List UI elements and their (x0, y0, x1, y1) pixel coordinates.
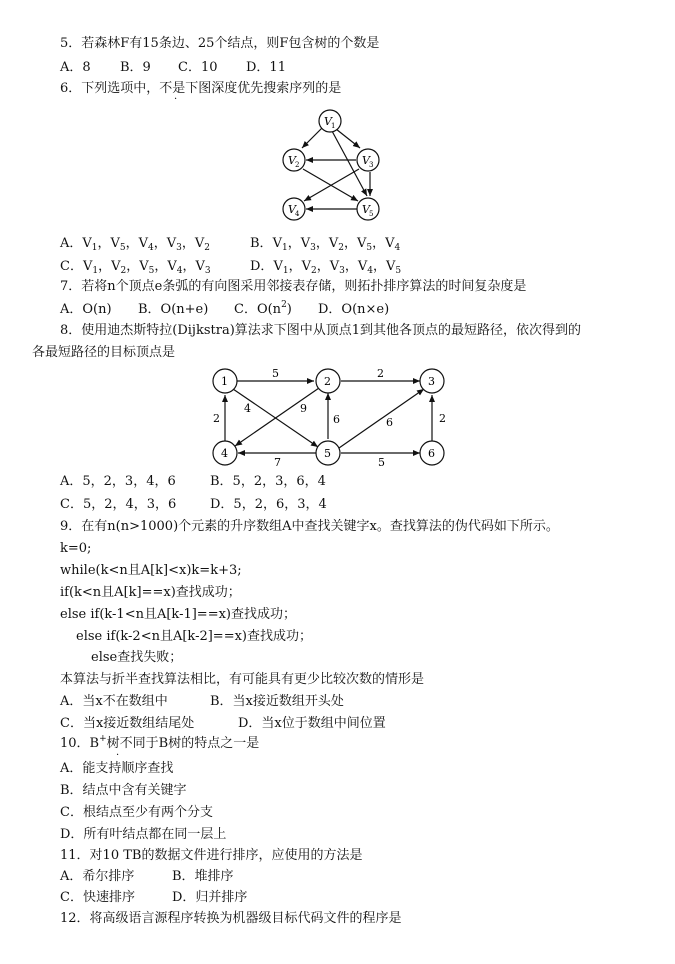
q8-weight-2-3: 2 (377, 367, 384, 380)
svg-text:5: 5 (324, 447, 331, 460)
svg-text:2: 2 (295, 161, 300, 169)
q10-emphasis-dot: · (116, 750, 120, 761)
svg-text:6: 6 (428, 447, 435, 460)
svg-text:1: 1 (331, 122, 336, 130)
q8-stem-line2: 各最短路径的目标顶点是 (32, 345, 176, 360)
q8-node-6 (420, 441, 444, 465)
q8-weight-5-4: 7 (274, 456, 281, 469)
q9-question: 本算法与折半查找算法相比，有可能具有更少比较次数的情形是 (60, 672, 425, 687)
q8-option-d: D．5，2，6，3，4 (210, 497, 327, 512)
q8-weight-1-2: 5 (272, 367, 279, 380)
svg-text:3: 3 (369, 161, 374, 169)
q5-option-c: C．10 (178, 60, 218, 75)
q8-graph (200, 364, 460, 470)
q6-graph (270, 108, 400, 226)
q5-option-d: D．11 (246, 60, 286, 75)
q8-node-2 (316, 369, 340, 393)
q8-stem-line1: 8．使用迪杰斯特拉(Dijkstra)算法求下图中从顶点1到其他各顶点的最短路径，依次得到的 (60, 323, 582, 338)
q11-option-d: D．归并排序 (172, 890, 248, 905)
q6-stem: 6．下列选项中，不是下图深度优先搜索序列的是 (60, 81, 342, 96)
q6-node-v2 (283, 149, 305, 171)
q6-emphasis-dot: · (174, 94, 178, 105)
svg-text:4: 4 (295, 210, 300, 218)
q9-option-c: C．当x接近数组结尾处 (60, 716, 195, 731)
q6-edge-v1-v2 (302, 128, 322, 148)
q6-node-v1 (319, 110, 341, 132)
svg-text:V: V (362, 154, 370, 167)
q7-option-c: C．$O(n^2)$ (234, 300, 292, 317)
q5-option-b: B．9 (120, 60, 151, 75)
q8-weight-5-3: 6 (386, 416, 393, 429)
svg-text:V: V (288, 154, 296, 167)
q11-stem: 11．对10 TB的数据文件进行排序，应使用的方法是 (60, 848, 363, 863)
q9-option-a: A．当x不在数组中 (60, 694, 168, 709)
q6-option-b: B．$V_1$，$V_3$，$V_2$，$V_5$，$V_4$ (250, 236, 401, 253)
q7-option-d: D．O(n×e) (318, 302, 390, 317)
q6-node-v3 (357, 149, 379, 171)
q10-option-d: D．所有叶结点都在同一层上 (60, 827, 227, 842)
svg-text:5: 5 (369, 210, 374, 218)
q8-weight-4-1: 2 (213, 412, 220, 425)
q11-option-b: B．堆排序 (172, 869, 234, 884)
q9-option-d: D．当x位于数组中间位置 (238, 716, 386, 731)
q8-weight-2-4: 9 (300, 402, 307, 415)
q9-code-line-5: else if(k-2<n且A[k-2]==x)查找成功； (76, 629, 312, 644)
q9-code-line-2: while(k<n且A[k]<x)k=k+3; (60, 563, 242, 578)
svg-text:1: 1 (221, 375, 228, 388)
q6-option-d: D．$V_1$，$V_2$，$V_3$，$V_4$，$V_5$ (250, 259, 402, 276)
q6-option-c: C．$V_1$，$V_2$，$V_5$，$V_4$，$V_3$ (60, 259, 211, 276)
q8-node-4 (213, 441, 237, 465)
q10-option-b: B．结点中含有关键字 (60, 783, 187, 798)
q11-option-c: C．快速排序 (60, 890, 135, 905)
q8-weight-5-6: 5 (378, 456, 385, 469)
q8-node-5 (316, 441, 340, 465)
q11-option-a: A．希尔排序 (60, 869, 135, 884)
q7-option-a: A．O(n) (60, 302, 112, 317)
q9-code-line-3: if(k<n且A[k]==x)查找成功； (60, 585, 241, 600)
q9-code-line-4: else if(k-1<n且A[k-1]==x)查找成功； (60, 607, 296, 622)
q9-code-line-1: k=0; (60, 541, 92, 556)
q5-stem: 5．若森林F有15条边、25个结点，则F包含树的个数是 (60, 36, 380, 51)
q8-option-c: C．5，2，4，3，6 (60, 497, 177, 512)
q10-stem: 10．B+树不同于B树的特点之一是 (60, 734, 260, 751)
svg-text:2: 2 (324, 375, 331, 388)
q9-option-b: B．当x接近数组开头处 (210, 694, 344, 709)
q7-option-b: B．O(n+e) (138, 302, 209, 317)
q9-code-line-6: else查找失败； (91, 650, 183, 665)
q8-weight-1-5: 4 (244, 402, 251, 415)
q8-weight-6-3: 2 (439, 412, 446, 425)
q8-node-3 (420, 369, 444, 393)
q10-option-c: C．根结点至少有两个分支 (60, 805, 213, 820)
q7-stem: 7．若将n个顶点e条弧的有向图采用邻接表存储，则拓扑排序算法的时间复杂度是 (60, 279, 527, 294)
q8-option-a: A．5，2，3，4，6 (60, 474, 176, 489)
q5-option-a: A．8 (60, 60, 91, 75)
q6-option-a: A．$V_1$，$V_5$，$V_4$，$V_3$，$V_2$ (60, 236, 211, 253)
q8-weight-5-2: 6 (333, 413, 340, 426)
svg-text:V: V (324, 115, 332, 128)
svg-text:4: 4 (221, 447, 228, 460)
q12-stem: 12．将高级语言源程序转换为机器级目标代码文件的程序是 (60, 911, 402, 926)
q6-node-v4 (283, 198, 305, 220)
q8-edge-2-4 (235, 388, 319, 446)
q9-stem: 9．在有n(n>1000)个元素的升序数组A中查找关键字x。查找算法的伪代码如下所示。 (60, 519, 559, 534)
q8-node-1 (213, 369, 237, 393)
svg-text:3: 3 (428, 375, 435, 388)
svg-text:V: V (288, 203, 296, 216)
q8-option-b: B．5，2，3，6，4 (210, 474, 326, 489)
q6-node-v5 (357, 198, 379, 220)
svg-text:V: V (362, 203, 370, 216)
q8-edge-5-3 (339, 389, 424, 448)
q10-option-a: A．能支持顺序查找 (60, 761, 174, 776)
